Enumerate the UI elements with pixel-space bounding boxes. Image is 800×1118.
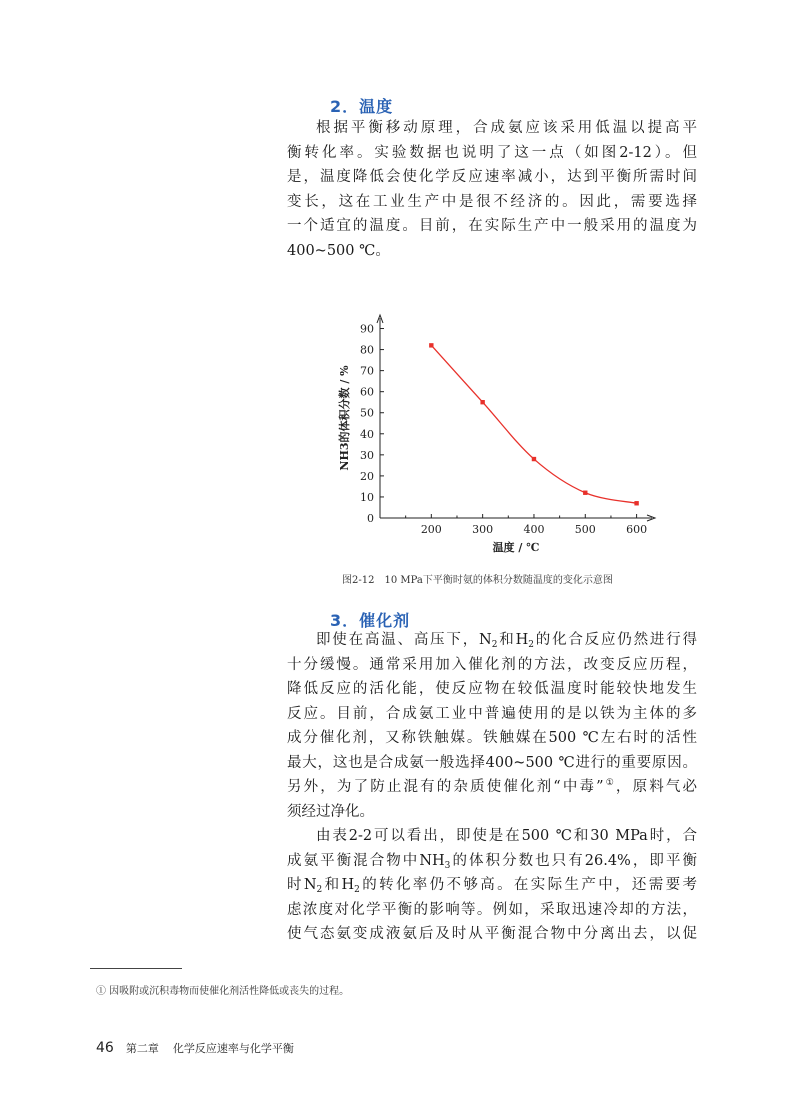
nh3-temperature-chart xyxy=(330,308,660,553)
footnote-divider xyxy=(90,968,182,969)
y-tick-label: 80 xyxy=(360,343,374,357)
catalyst-paragraph xyxy=(287,628,697,824)
text-line: 衡转化率。实验数据也说明了这一点（如图2-12）。但 xyxy=(287,144,697,161)
text-line: 即使在高温、高压下，$N_2$和$H_2$的化合反应仍然进行得 xyxy=(316,632,698,650)
temperature-paragraph xyxy=(287,116,697,263)
text-line: 反应。目前，合成氨工业中普遍使用的是以铁为主体的多 xyxy=(287,705,697,722)
figure-caption: 图2-12 10 MPa下平衡时氨的体积分数随温度的变化示意图 xyxy=(342,575,613,586)
text-line: 变长，这在工业生产中是很不经济的。因此，需要选择 xyxy=(287,193,697,210)
x-tick-label: 600 xyxy=(626,523,648,536)
data-point xyxy=(583,491,587,495)
section-heading-catalyst: 3．催化剂 xyxy=(330,611,411,630)
x-tick-label: 200 xyxy=(420,523,442,536)
y-tick-label: 40 xyxy=(360,427,374,441)
text-line: 最大，这也是合成氨一般选择400~500 ℃进行的重要原因。 xyxy=(287,754,697,771)
chapter-label: 第二章 xyxy=(125,1042,159,1055)
y-tick-label: 20 xyxy=(360,469,374,483)
page-footer xyxy=(96,1040,294,1056)
text-line: 成分催化剂，又称铁触媒。铁触媒在500 ℃左右时的活性 xyxy=(287,730,697,746)
section-heading-temperature: 2．温度 xyxy=(330,97,394,116)
text-line: 十分缓慢。通常采用加入催化剂的方法，改变反应历程， xyxy=(287,656,697,673)
data-point xyxy=(532,457,536,461)
text-line: 由表2-2可以看出，即使是在500 ℃和30 MPa时，合 xyxy=(316,828,697,844)
data-point xyxy=(480,400,484,404)
y-axis-label: NH3的体积分数 / % xyxy=(338,365,351,471)
x-tick-label: 300 xyxy=(472,523,494,536)
chapter-title: 化学反应速率与化学平衡 xyxy=(172,1042,294,1055)
data-point xyxy=(429,343,433,347)
x-axis-label: 温度 / ℃ xyxy=(492,541,540,553)
y-tick-label: 10 xyxy=(360,490,374,504)
text-line: 400~500 ℃。 xyxy=(287,242,390,259)
text-line: 成氨平衡混合物中$NH_3$的体积分数也只有26.4%，即平衡 xyxy=(287,852,698,871)
x-tick-label: 400 xyxy=(523,523,545,536)
y-tick-label: 50 xyxy=(360,406,374,420)
text-line: 降低反应的活化能，使反应物在较低温度时能较快地发生 xyxy=(287,681,697,697)
footnote-marker[interactable]: ① xyxy=(603,778,616,788)
text-line: 虑浓度对化学平衡的影响等。例如，采取迅速冷却的方法， xyxy=(287,901,697,918)
page-number: 46 xyxy=(96,1040,114,1056)
x-tick-label: 500 xyxy=(574,523,596,536)
text-line: 另外，为了防止混有的杂质使催化剂“中毒”①，原料气必 xyxy=(287,778,697,795)
equilibrium-paragraph xyxy=(287,824,697,947)
y-tick-label: 70 xyxy=(360,364,374,378)
y-tick-label: 90 xyxy=(360,322,374,336)
y-tick-label: 30 xyxy=(360,448,374,462)
data-point xyxy=(634,501,638,505)
text-line: 是，温度降低会使化学反应速率减小，达到平衡所需时间 xyxy=(287,169,697,185)
series-line xyxy=(431,345,636,503)
text-line: 时$N_2$和$H_2$的转化率仍不够高。在实际生产中，还需要考 xyxy=(287,877,697,895)
text-line: 须经过净化。 xyxy=(287,803,374,820)
y-tick-label: 0 xyxy=(367,512,374,525)
text-line: 根据平衡移动原理，合成氨应该采用低温以提高平 xyxy=(316,120,697,136)
y-tick-label: 60 xyxy=(360,385,374,399)
footnote: ① 因吸附或沉积毒物而使催化剂活性降低或丧失的过程。 xyxy=(96,986,350,997)
text-line: 使气态氨变成液氨后及时从平衡混合物中分离出去，以促 xyxy=(287,926,697,942)
text-line: 一个适宜的温度。目前，在实际生产中一般采用的温度为 xyxy=(287,218,697,234)
